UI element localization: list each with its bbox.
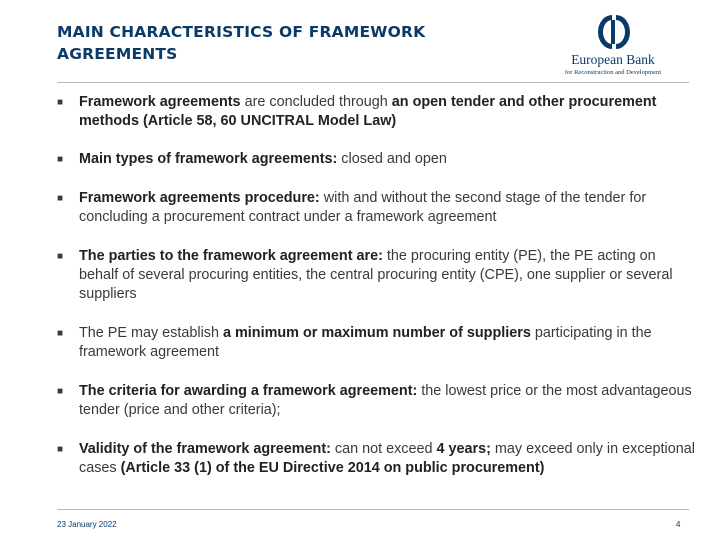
bullet-text: The PE may establish a minimum or maximum number of suppliers participating in the framework agreement (79, 325, 652, 360)
footer-date: 23 January 2022 (57, 520, 117, 529)
title-line-2: AGREEMENTS (57, 45, 178, 63)
bullet-item (57, 324, 697, 362)
slide-title (57, 21, 527, 65)
bullet-item (57, 189, 697, 227)
bullet-item (57, 93, 697, 131)
bullet-marker-icon: ■ (57, 193, 64, 204)
bullet-text: The parties to the framework agreement are: the procuring entity (PE), the PE acting on behalf of several procuring entities, the central procuring entity (CPE), one supplier or several suppliers (79, 248, 673, 302)
bullet-text: The criteria for awarding a framework agreement: the lowest price or the most advantageous tender (price and other criteria); (79, 383, 692, 418)
bullet-text: Framework agreements are concluded through an open tender and other procurement methods (Article 58, 60 UNCITRAL Model Law) (79, 94, 657, 129)
bullet-text: Framework agreements procedure: with and without the second stage of the tender for concluding a procurement contract under a framework agreement (79, 190, 647, 225)
bullet-marker-icon: ■ (57, 251, 64, 262)
logo-name: European Bank (571, 52, 655, 67)
bullet-marker-icon: ■ (57, 444, 64, 455)
ebrd-logo-icon (591, 14, 635, 51)
bullet-item (57, 382, 697, 420)
bullet-item (57, 440, 697, 478)
title-line-1: MAIN CHARACTERISTICS OF FRAMEWORK (57, 23, 426, 41)
bullet-marker-icon: ■ (57, 97, 64, 108)
bullet-item (57, 150, 697, 169)
bullet-text: Validity of the framework agreement: can not exceed 4 years; may exceed only in exceptional cases (Article 33 (1) of the EU Directive 2014 on public procurement) (79, 441, 695, 476)
header-divider (57, 82, 689, 83)
bullet-item (57, 247, 697, 304)
logo-subtitle: for Reconstruction and Development (564, 69, 662, 76)
bullet-marker-icon: ■ (57, 328, 64, 339)
page-number: 4 (676, 520, 681, 529)
bullet-text: Main types of framework agreements: closed and open (79, 151, 447, 167)
bullet-marker-icon: ■ (57, 386, 64, 397)
bullet-marker-icon: ■ (57, 154, 64, 165)
ebrd-logo (553, 14, 673, 80)
footer-divider (57, 509, 689, 510)
